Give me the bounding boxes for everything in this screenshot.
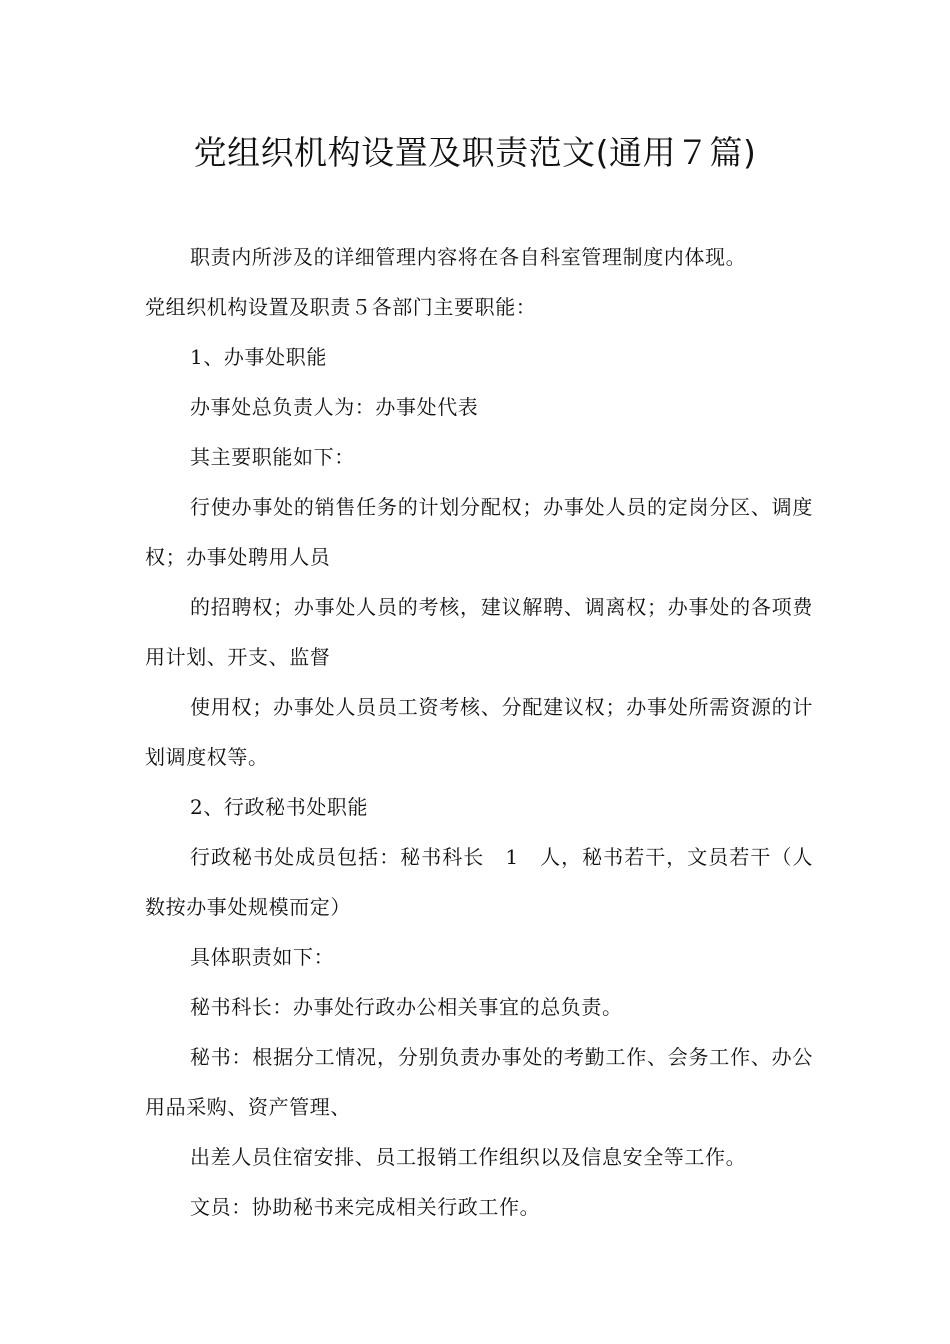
paragraph-clerk-duty: 文员：协助秘书来完成相关行政工作。 — [190, 1195, 541, 1219]
paragraph-chief-duty: 秘书科长：办事处行政办公相关事宜的总负责。 — [190, 995, 623, 1019]
paragraph-main-functions: 其主要职能如下： — [190, 445, 355, 469]
paragraph-secretariat-members: 行政秘书处成员包括：秘书科长 1 人，秘书若干，文员若干（人数按办事处规模而定） — [145, 845, 813, 919]
paragraph-duties-heading: 具体职责如下： — [190, 945, 335, 969]
paragraph-intro: 职责内所涉及的详细管理内容将在各自科室管理制度内体现。 — [190, 245, 747, 269]
paragraph-rights-1: 行使办事处的销售任务的计划分配权；办事处人员的定岗分区、调度权；办事处聘用人员 — [145, 495, 813, 569]
paragraph-secretariat-heading: 2、行政秘书处职能 — [190, 795, 369, 819]
paragraph-rights-2: 的招聘权；办事处人员的考核，建议解聘、调离权；办事处的各项费用计划、开支、监督 — [145, 595, 813, 669]
paragraph-office-functions-heading: 1、办事处职能 — [190, 345, 327, 369]
document-body — [145, 232, 813, 1232]
document-title: 党组织机构设置及职责范文(通用７篇) — [193, 133, 757, 172]
paragraph-secretary-duty-cont: 出差人员住宿安排、员工报销工作组织以及信息安全等工作。 — [190, 1145, 747, 1169]
paragraph-rights-3: 使用权；办事处人员员工资考核、分配建议权；办事处所需资源的计划调度权等。 — [145, 695, 813, 769]
paragraph-office-head: 办事处总负责人为：办事处代表 — [190, 395, 479, 419]
paragraph-section-heading: 党组织机构设置及职责５各部门主要职能： — [145, 295, 537, 319]
paragraph-secretary-duty: 秘书：根据分工情况，分别负责办事处的考勤工作、会务工作、办公用品采购、资产管理、 — [145, 1045, 813, 1119]
